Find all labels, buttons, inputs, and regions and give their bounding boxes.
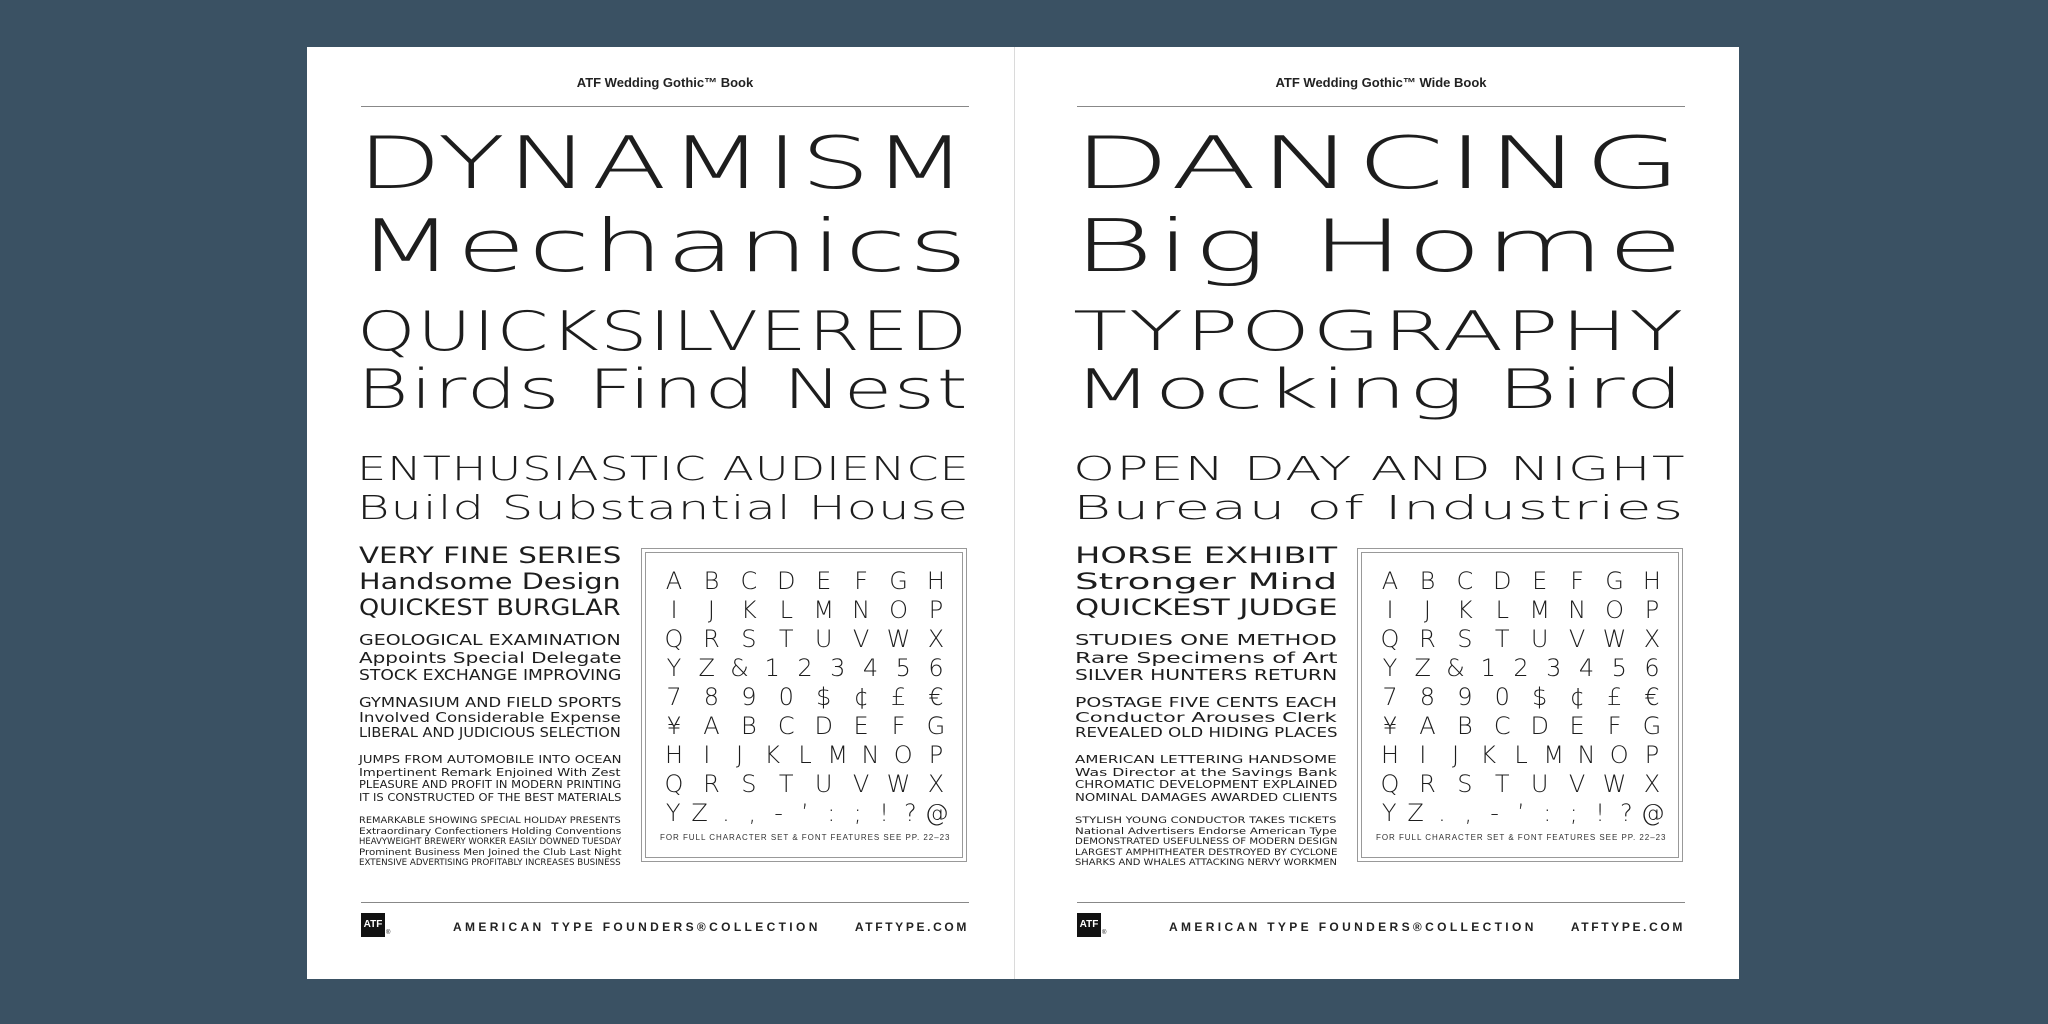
glyph: G — [926, 712, 946, 740]
glyph: M — [813, 596, 835, 624]
specimen-line: IT IS CONSTRUCTED OF THE BEST MATERIALS — [359, 790, 622, 804]
glyph: W — [886, 770, 911, 798]
character-row — [660, 625, 950, 654]
glyph: C — [777, 712, 795, 740]
display-line: Build Substantial House — [357, 488, 969, 527]
glyph: V — [1568, 770, 1586, 798]
glyph: 3 — [830, 654, 846, 682]
character-row — [1376, 654, 1666, 683]
specimen-line: HEAVYWEIGHT BREWERY WORKER EASILY DOWNED TUESDAY — [359, 837, 622, 847]
specimen-group — [1075, 754, 1337, 804]
glyph: L — [1514, 741, 1528, 769]
glyph: F — [1570, 567, 1585, 595]
display-line: Big Home — [1073, 204, 1686, 288]
specimen-line: NOMINAL DAMAGES AWARDED CLIENTS — [1075, 790, 1338, 804]
glyph: E — [816, 567, 832, 595]
glyph: F — [891, 712, 906, 740]
website-link[interactable]: ATFTYPE.COM — [854, 920, 969, 934]
specimen-line: LIBERAL AND JUDICIOUS SELECTION — [359, 726, 621, 741]
specimen-line: Impertinent Remark Enjoined With Zest — [359, 765, 621, 779]
atf-logo: ATF — [1077, 913, 1101, 937]
character-row — [1376, 712, 1666, 741]
specimen-line: Extraordinary Confectioners Holding Conventions — [359, 826, 622, 837]
glyph: J — [1423, 596, 1431, 624]
glyph: 7 — [1382, 683, 1398, 711]
specimen-line: Stronger Mind — [1075, 570, 1338, 595]
glyph: X — [927, 770, 945, 798]
left-page — [307, 47, 1015, 979]
specimen-line: SHARKS AND WHALES ATTACKING NERVY WORKMEN — [1075, 858, 1337, 868]
glyph: J — [735, 741, 744, 769]
glyph: V — [852, 770, 870, 798]
specimen-line: EXTENSIVE ADVERTISING PROFITABLY INCREASES BUSINESS — [359, 858, 621, 868]
glyph: @ — [924, 799, 949, 827]
glyph: : — [827, 799, 836, 827]
specimen-group — [359, 697, 621, 742]
specimen-group — [359, 817, 621, 870]
specimen-line: SILVER HUNTERS RETURN — [1075, 666, 1338, 684]
glyph: K — [1480, 741, 1497, 769]
glyph: 5 — [895, 654, 911, 682]
glyph: , — [748, 799, 757, 827]
glyph: W — [1602, 770, 1627, 798]
glyph: 2 — [1513, 654, 1529, 682]
character-row — [660, 567, 950, 596]
glyph: . — [1438, 799, 1446, 827]
glyph: O — [1609, 741, 1629, 769]
page-header: ATF Wedding Gothic™ Wide Book — [1275, 75, 1487, 90]
glyph: X — [927, 625, 945, 653]
specimen-line: VERY FINE SERIES — [359, 544, 622, 569]
glyph: & — [1446, 654, 1465, 682]
glyph: £ — [1606, 683, 1623, 711]
glyph: R — [1419, 625, 1436, 653]
glyph: Q — [664, 770, 684, 798]
glyph: : — [1543, 799, 1552, 827]
specimen-group — [359, 546, 621, 624]
glyph: U — [814, 625, 833, 653]
glyph: ; — [853, 799, 862, 827]
display-line: ENTHUSIASTIC AUDIENCE — [357, 449, 970, 488]
glyph: V — [1568, 625, 1586, 653]
glyph: T — [778, 770, 794, 798]
character-row — [1376, 770, 1666, 799]
glyph: 9 — [1457, 683, 1473, 711]
glyph: . — [722, 799, 730, 827]
character-set-note: FOR FULL CHARACTER SET & FONT FEATURES SEE PP. 22–23 — [1376, 833, 1667, 842]
glyph: G — [1605, 567, 1624, 595]
specimen-line: AMERICAN LETTERING HANDSOME — [1075, 753, 1337, 766]
glyph: Z — [691, 799, 708, 827]
registered-mark: ® — [386, 930, 391, 936]
glyph: K — [764, 741, 781, 769]
glyph: 1 — [1480, 654, 1496, 682]
glyph: J — [707, 596, 715, 624]
specimen-line: QUICKEST BURGLAR — [359, 596, 621, 621]
display-line: Birds Find Nest — [357, 358, 970, 421]
specimen-line: STUDIES ONE METHOD — [1075, 631, 1337, 649]
glyph: O — [889, 596, 908, 624]
display-line: Mocking Bird — [1073, 358, 1686, 421]
glyph: N — [1568, 596, 1587, 624]
glyph: I — [670, 596, 678, 624]
glyph: R — [1419, 770, 1436, 798]
glyph: C — [740, 567, 758, 595]
glyph: ¥ — [1382, 712, 1398, 740]
glyph: Y — [665, 799, 681, 827]
glyph: 2 — [797, 654, 813, 682]
registered-mark: ® — [1102, 930, 1107, 936]
character-row — [660, 799, 950, 828]
glyph: K — [1456, 596, 1473, 624]
display-line: Mechanics — [357, 204, 970, 288]
specimen-line: DEMONSTRATED USEFULNESS OF MODERN DESIGN — [1075, 837, 1338, 847]
character-row — [1376, 741, 1666, 770]
glyph: R — [703, 625, 720, 653]
glyph: 6 — [928, 654, 944, 682]
specimen-line: Appoints Special Delegate — [359, 648, 622, 667]
specimen-group — [359, 754, 621, 804]
glyph: D — [814, 712, 833, 740]
glyph: T — [1494, 770, 1510, 798]
page-header: ATF Wedding Gothic™ Book — [576, 75, 754, 90]
glyph: 0 — [778, 683, 794, 711]
glyph: O — [1605, 596, 1624, 624]
glyph: A — [1419, 712, 1436, 740]
glyph: B — [740, 712, 757, 740]
glyph: V — [852, 625, 870, 653]
specimen-line: POSTAGE FIVE CENTS EACH — [1075, 696, 1337, 711]
glyph: H — [664, 741, 684, 769]
specimen-line: CHROMATIC DEVELOPMENT EXPLAINED — [1075, 778, 1338, 792]
glyph: Y — [666, 654, 682, 682]
character-row — [1376, 683, 1666, 712]
specimen-line: REMARKABLE SHOWING SPECIAL HOLIDAY PRESENTS — [359, 816, 621, 826]
glyph: K — [740, 596, 757, 624]
glyph: P — [1644, 596, 1660, 624]
glyph: 1 — [764, 654, 780, 682]
glyph: L — [779, 596, 793, 624]
glyph: L — [798, 741, 812, 769]
character-row — [1376, 625, 1666, 654]
specimen-line: HORSE EXHIBIT — [1075, 544, 1338, 569]
glyph: H — [926, 567, 945, 595]
glyph: B — [1456, 712, 1473, 740]
glyph: ¢ — [1569, 683, 1585, 711]
glyph: Y — [1382, 654, 1398, 682]
glyph: C — [1456, 567, 1474, 595]
glyph: D — [1530, 712, 1549, 740]
display-line: DYNAMISM — [357, 121, 970, 205]
glyph: N — [861, 741, 880, 769]
specimen-line: Rare Specimens of Art — [1075, 648, 1338, 667]
character-row — [1376, 567, 1666, 596]
glyph: Q — [664, 625, 684, 653]
glyph: - — [1490, 799, 1499, 827]
glyph: 3 — [1546, 654, 1562, 682]
character-row — [660, 741, 950, 770]
glyph: ! — [879, 799, 889, 827]
specimen-group — [1075, 633, 1337, 686]
glyph: S — [741, 770, 757, 798]
glyph: S — [741, 625, 757, 653]
specimen-group — [1075, 817, 1337, 870]
display-line: DANCING — [1073, 121, 1685, 205]
glyph: E — [1569, 712, 1585, 740]
character-row — [660, 770, 950, 799]
character-row — [660, 654, 950, 683]
glyph: 5 — [1611, 654, 1627, 682]
glyph: ; — [1569, 799, 1578, 827]
specimen-group — [1075, 546, 1337, 624]
display-line: QUICKSILVERED — [357, 300, 969, 363]
page-footer — [361, 913, 969, 941]
glyph: 8 — [1419, 683, 1436, 711]
character-row — [660, 596, 950, 625]
glyph: ¢ — [853, 683, 869, 711]
right-page — [1023, 47, 1731, 979]
character-row — [1376, 799, 1666, 828]
glyph: ¥ — [666, 712, 682, 740]
glyph: M — [827, 741, 849, 769]
character-row — [660, 712, 950, 741]
glyph: H — [1642, 567, 1661, 595]
glyph: € — [1644, 683, 1660, 711]
glyph: A — [1381, 567, 1399, 595]
glyph: ? — [904, 799, 917, 827]
display-line: TYPOGRAPHY — [1073, 300, 1686, 363]
glyph: T — [1494, 625, 1510, 653]
glyph: - — [774, 799, 783, 827]
glyph: C — [1493, 712, 1511, 740]
glyph: S — [1457, 770, 1473, 798]
glyph: , — [1464, 799, 1473, 827]
character-set-box — [641, 548, 967, 862]
glyph: T — [778, 625, 794, 653]
specimen-line: STYLISH YOUNG CONDUCTOR TAKES TICKETS — [1075, 816, 1337, 826]
specimen-line: Handsome Design — [359, 570, 621, 595]
glyph: Z — [698, 654, 715, 682]
glyph: D — [777, 567, 796, 595]
glyph: @ — [1640, 799, 1665, 827]
collection-name: AMERICAN TYPE FOUNDERS®COLLECTION — [453, 920, 821, 934]
glyph: 4 — [862, 654, 879, 682]
glyph: D — [1493, 567, 1512, 595]
glyph: X — [1643, 625, 1661, 653]
atf-logo: ATF — [361, 913, 385, 937]
glyph: B — [703, 567, 720, 595]
glyph: I — [1386, 596, 1394, 624]
glyph: Q — [1380, 770, 1400, 798]
footer-rule — [361, 902, 969, 903]
character-grid — [660, 567, 950, 828]
glyph: Q — [1380, 625, 1400, 653]
glyph: P — [928, 596, 944, 624]
specimen-line: National Advertisers Endorse American Type — [1075, 826, 1337, 837]
specimen-group — [359, 633, 621, 686]
glyph: ’ — [1517, 799, 1525, 827]
glyph: E — [853, 712, 869, 740]
specimen-line: LARGEST AMPHITHEATER DESTROYED BY CYCLONE — [1075, 847, 1338, 858]
glyph: S — [1457, 625, 1473, 653]
specimen-line: STOCK EXCHANGE IMPROVING — [359, 666, 622, 684]
glyph: 7 — [666, 683, 682, 711]
glyph: 8 — [703, 683, 720, 711]
display-line: OPEN DAY AND NIGHT — [1073, 449, 1686, 488]
glyph: € — [928, 683, 944, 711]
glyph: B — [1419, 567, 1436, 595]
page-footer — [1077, 913, 1685, 941]
specimen-line: GEOLOGICAL EXAMINATION — [359, 631, 621, 649]
collection-name: AMERICAN TYPE FOUNDERS®COLLECTION — [1169, 920, 1537, 934]
glyph: $ — [1532, 683, 1548, 711]
specimen-line: Was Director at the Savings Bank — [1075, 765, 1338, 779]
glyph: M — [1529, 596, 1551, 624]
glyph: M — [1543, 741, 1565, 769]
specimen-line: Involved Considerable Expense — [359, 711, 621, 726]
glyph: X — [1643, 770, 1661, 798]
glyph: R — [703, 770, 720, 798]
glyph: Z — [1407, 799, 1424, 827]
glyph: H — [1380, 741, 1400, 769]
glyph: A — [665, 567, 683, 595]
footer-rule — [1077, 902, 1685, 903]
character-row — [1376, 596, 1666, 625]
glyph: O — [893, 741, 913, 769]
specimen-line: JUMPS FROM AUTOMOBILE INTO OCEAN — [359, 753, 622, 766]
specimen-line: GYMNASIUM AND FIELD SPORTS — [359, 696, 622, 711]
character-row — [660, 683, 950, 712]
glyph: J — [1451, 741, 1460, 769]
glyph: E — [1532, 567, 1548, 595]
glyph: 9 — [741, 683, 757, 711]
glyph: £ — [890, 683, 907, 711]
glyph: U — [1530, 625, 1549, 653]
glyph: F — [1607, 712, 1622, 740]
glyph: 4 — [1578, 654, 1595, 682]
character-grid — [1376, 567, 1666, 828]
display-line: Bureau of Industries — [1073, 488, 1685, 527]
specimen-line: Prominent Business Men Joined the Club Last Night — [359, 847, 622, 858]
glyph: U — [1530, 770, 1549, 798]
website-link[interactable]: ATFTYPE.COM — [1570, 920, 1685, 934]
glyph: 6 — [1644, 654, 1660, 682]
glyph: U — [814, 770, 833, 798]
glyph: Z — [1414, 654, 1431, 682]
glyph: G — [889, 567, 908, 595]
glyph: G — [1642, 712, 1662, 740]
specimen-line: REVEALED OLD HIDING PLACES — [1075, 726, 1338, 741]
glyph: F — [854, 567, 869, 595]
glyph: N — [1577, 741, 1596, 769]
character-set-box — [1357, 548, 1683, 862]
glyph: P — [1644, 741, 1660, 769]
glyph: ! — [1595, 799, 1605, 827]
glyph: A — [703, 712, 720, 740]
glyph: 0 — [1494, 683, 1510, 711]
character-set-note: FOR FULL CHARACTER SET & FONT FEATURES SEE PP. 22–23 — [660, 833, 951, 842]
glyph: $ — [816, 683, 832, 711]
glyph: & — [730, 654, 749, 682]
glyph: I — [703, 741, 711, 769]
glyph: I — [1419, 741, 1427, 769]
glyph: P — [928, 741, 944, 769]
specimen-line: QUICKEST JUDGE — [1075, 596, 1338, 621]
header-rule — [1077, 106, 1685, 107]
glyph: L — [1495, 596, 1509, 624]
specimen-line: PLEASURE AND PROFIT IN MODERN PRINTING — [359, 778, 622, 792]
specimen-spread — [307, 47, 1739, 979]
specimen-group — [1075, 697, 1337, 742]
glyph: W — [1602, 625, 1627, 653]
glyph: ? — [1620, 799, 1633, 827]
header-rule — [361, 106, 969, 107]
glyph: Y — [1381, 799, 1397, 827]
glyph: N — [852, 596, 871, 624]
glyph: W — [886, 625, 911, 653]
glyph: ’ — [801, 799, 809, 827]
specimen-line: Conductor Arouses Clerk — [1075, 711, 1337, 726]
